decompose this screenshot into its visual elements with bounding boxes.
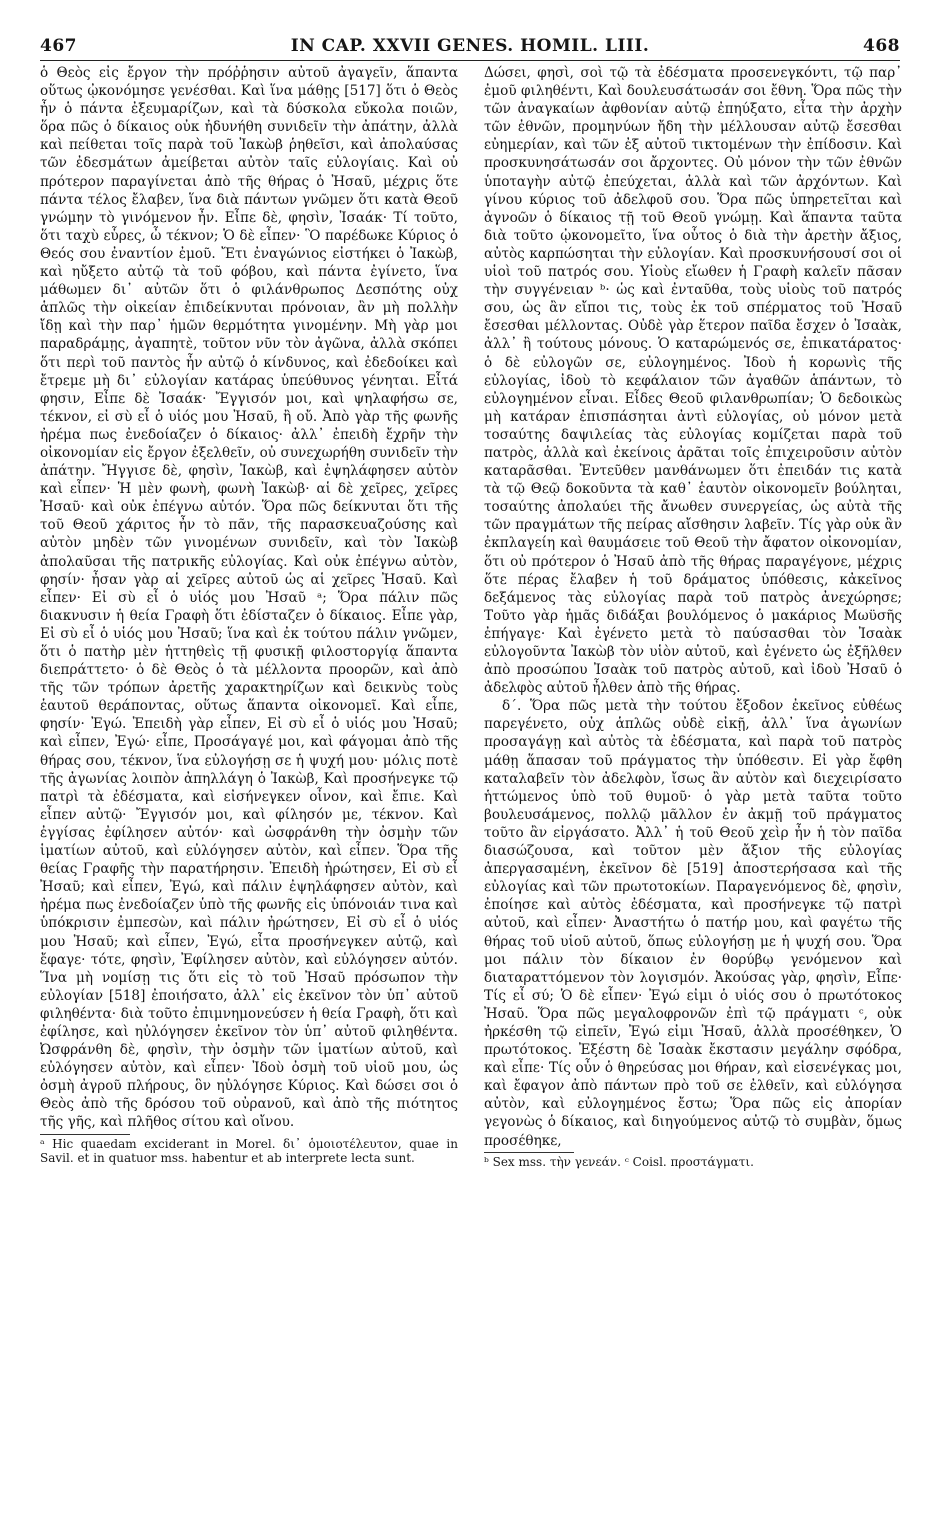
footnote-rule bbox=[484, 1152, 574, 1153]
right-column-text: Δώσει, φησὶ, σοὶ τῷ τὰ ἐδέσματα προσενεγκόντι, τῷ παρ᾽ ἐμοῦ φιληθέντι, Καὶ δουλευσάτωσάν σοι ἔθνη. Ὅρα πῶς τὴν τῶν ἀναγκαίων ἀφθονίαν αὐτῷ ἐπηύξατο, εἶτα τὴν ἀρχὴν τῶν ἐθνῶν, προμηνύων ἤδη τὴν μέλλουσαν αὐτῷ ἔσεσθαι εὐημερίαν, καὶ τῶν ἐξ αὐτοῦ τικτομένων τὴν ἐπίδοσιν. Καὶ προσκυνησάτωσάν σοι ἄρχοντες. Οὐ μόνον τὴν τῶν ἐθνῶν ὑποταγὴν αὐτῷ ἐπεύχεται, ἀλλὰ καὶ τῶν ἀρχόντων. Καὶ γίνου κύριος τοῦ ἀδελφοῦ σου. Ὅρα πῶς ὑπηρετεῖται καὶ ἀγνοῶν ὁ δίκαιος τῇ τοῦ Θεοῦ γνώμῃ. Καὶ ἅπαντα ταῦτα διὰ τοῦτο ᾠκονομεῖτο, ἵνα οὗτος ὁ διὰ τὴν ἀρετὴν ἄξιος, αὐτὸς καρπώσηται τὴν εὐλογίαν. Καὶ προσκυνήσουσί σοι οἱ υἱοὶ τοῦ πατρός σου. Υἱοὺς εἴωθεν ἡ Γραφὴ καλεῖν πᾶσαν τὴν συγγένειαν ᵇ· ὡς καὶ ἐνταῦθα, τοὺς υἱοὺς τοῦ πατρός σου, ὡς ἂν εἴποι τις, τοὺς ἐκ τοῦ σπέρματος τοῦ Ἠσαῦ ἔσεσθαι μέλλοντας. Οὐδὲ γὰρ ἕτερον παῖδα ἔσχεν ὁ Ἰσαὰκ, ἀλλ᾽ ἢ τούτους μόνους. Ὁ καταρώμενός σε, ἐπικατάρατος· ὁ δὲ εὐλογῶν σε, εὐλογημένος. Ἰδοὺ ἡ κορωνὶς τῆς εὐλογίας, ἰδοὺ τὸ κεφάλαιον τῶν ἀγαθῶν ἁπάντων, τὸ εὐλογημένον εἶναι. Εἶδες Θεοῦ φιλανθρωπίαν; Ὁ δεδοικὼς μὴ κατάραν ἐπισπάσηται ἀντὶ εὐλογίας, οὐ μόνον μετὰ τοσαύτης δαψιλείας τὰς εὐλογίας κομίζεται παρὰ τοῦ πατρὸς, ἀλλὰ καὶ ἐκείνοις ἀρᾶται τοῖς ἐπιχειροῦσιν αὐτὸν καταρᾶσθαι. Ἐντεῦθεν μανθάνωμεν ὅτι ἐπειδάν τις κατὰ τὰ τῷ Θεῷ δοκοῦντα τὰ καθ᾽ ἑαυτὸν οἰκονομεῖν βούληται, τοσαύτης ἀπολαύει τῆς ἄνωθεν συνεργείας, ὡς αὐτὰ τῆς τῶν πραγμάτων τῆς πείρας αἴσθησιν λαβεῖν. Τίς γὰρ οὐκ ἂν ἐκπλαγείη καὶ θαυμάσειε τοῦ Θεοῦ τὴν ἄφατον οἰκονομίαν, ὅτι οὐ πρότερον ὁ Ἠσαῦ ἀπὸ τῆς θήρας παραγέγονε, μέχρις ὅτε πέρας ἔλαβεν ἡ τοῦ δράματος ὑπόθεσις, κἀκεῖνος δεξάμενος τὰς εὐλογίας παρὰ τοῦ πατρὸς ἀνεχώρησε; Τοῦτο γὰρ ἡμᾶς διδάξαι βουλόμενος ὁ μακάριος Μωϋσῆς ἐπήγαγε· Καὶ ἐγένετο μετὰ τὸ παύσασθαι τὸν Ἰσαὰκ εὐλογοῦντα Ἰακὼβ τὸν υἱὸν αὐτοῦ, καὶ ἐγένετο ὡς ἐξῆλθεν ἀπὸ προσώπου Ἰσαὰκ τοῦ πατρὸς αὐτοῦ, καὶ ἰδοὺ Ἠσαῦ ὁ ἀδελφὸς αὐτοῦ ἦλθεν ἀπὸ τῆς θήρας. bbox=[484, 65, 902, 697]
left-column-text: ὁ Θεὸς εἰς ἔργον τὴν πρόῤῥησιν αὐτοῦ ἀγαγεῖν, ἅπαντα οὕτως ᾠκονόμησε γενέσθαι. Καὶ ἵνα μάθῃς [517] ὅτι ὁ Θεὸς ἦν ὁ πάντα ἐξευμαρίζων, καὶ τὰ δύσκολα εὔκολα ποιῶν, ὅρα πῶς ὁ δίκαιος οὐκ ἠδυνήθη συνιδεῖν τὴν ἀπάτην, ἀλλὰ καὶ πείθεται τοῖς παρὰ τοῦ Ἰακὼβ ῥηθεῖσι, καὶ ἀπολαύσας τῶν ἐδεσμάτων ἀμείβεται αὐτὸν ταῖς εὐλογίαις. Καὶ οὐ πρότερον παραγίνεται ἀπὸ τῆς θήρας ὁ Ἠσαῦ, μέχρις ὅτε πάντα τέλος ἔλαβεν, ἵνα διὰ πάντων γνῶμεν ὅτι κατὰ Θεοῦ γνώμην τὸ γινόμενον ἦν. Εἶπε δὲ, φησὶν, Ἰσαάκ· Τί τοῦτο, ὅτι ταχὺ εὗρες, ὦ τέκνον; Ὁ δὲ εἶπεν· Ὃ παρέδωκε Κύριος ὁ Θεός σου ἐναντίον ἐμοῦ. Ἔτι ἐναγώνιος εἰστήκει ὁ Ἰακὼβ, καὶ ηὔξετο αὐτῷ τὰ τοῦ φόβου, καὶ πάντα ἐγίνετο, ἵνα μάθωμεν δι᾽ αὐτῶν ὅτι ὁ φιλάνθρωπος Δεσπότης οὐχ ἁπλῶς τὴν οἰκείαν ἐπιδείκνυται πρόνοιαν, ἂν μὴ πολλὴν ἴδῃ καὶ τὴν παρ᾽ ἡμῶν θερμότητα γινομένην. Μὴ γὰρ μοι παραδράμῃς, ἀγαπητὲ, τοῦτον νῦν τὸν ἀγῶνα, ἀλλὰ σκόπει ὅτι περὶ τοῦ παντὸς ἦν αὐτῷ ὁ κίνδυνος, καὶ ἐδεδοίκει καὶ ἔτρεμε μὴ δι᾽ εὐλογίαν κατάρας ὑπεύθυνος γένηται. Εἶτά φησιν, Εἶπε δὲ Ἰσαάκ· Ἔγγισόν μοι, καὶ ψηλαφήσω σε, τέκνον, εἰ σὺ εἶ ὁ υἱός μου Ἠσαῦ, ἢ οὔ. Ἀπὸ γὰρ τῆς φωνῆς ἠρέμα πως ἐνεδοίαζεν ὁ δίκαιος· ἀλλ᾽ ἐπειδὴ ἔχρῆν τὴν οἰκονομίαν εἰς ἔργον ἐξελθεῖν, οὐ συνεχωρήθη συνιδεῖν τὴν ἀπάτην. Ἤγγισε δὲ, φησὶν, Ἰακὼβ, καὶ ἐψηλάφησεν αὐτὸν καὶ εἶπεν· Ἡ μὲν φωνὴ, φωνὴ Ἰακὼβ· αἱ δὲ χεῖρες, χεῖρες Ἠσαῦ· καὶ οὐκ ἐπέγνω αὐτόν. Ὅρα πῶς δείκνυται ὅτι τῆς τοῦ Θεοῦ χάριτος ἦν τὸ πᾶν, τῆς παρασκευαζούσης καὶ αὐτὸν μηδὲν τῶν γινομένων συνιδεῖν, καὶ τὸν Ἰακὼβ ἀπολαῦσαι τῆς πατρικῆς εὐλογίας. Καὶ οὐκ ἐπέγνω αὐτὸν, φησίν· ἦσαν γὰρ αἱ χεῖρες αὐτοῦ ὡς αἱ χεῖρες Ἠσαῦ. Καὶ εἶπεν· Εἰ σὺ εἶ ὁ υἱός μου Ἠσαῦ ᵃ; Ὅρα πάλιν πῶς διακνυσιν ἡ θεία Γραφὴ ὅτι ἐδίσταζεν ὁ δίκαιος. Εἶπε γὰρ, Εἰ σὺ εἶ ὁ υἱός μου Ἠσαῦ; ἵνα καὶ ἐκ τούτου πάλιν γνῶμεν, ὅτι ὁ πατὴρ μὲν ἡττηθεὶς τῇ φυσικῇ φιλοστοργίᾳ ἅπαντα διεπράττετο· ὁ δὲ Θεὸς ὁ τὰ μέλλοντα προορῶν, καὶ ἀπὸ τῆς τῶν τρόπων ἀρετῆς χαρακτηρίζων καὶ δεικνὺς τοὺς ἑαυτοῦ θεράποντας, οὕτως ἅπαντα οἰκονομεῖ. Καὶ εἶπε, φησίν· Ἐγώ. Ἐπειδὴ γὰρ εἶπεν, Εἰ σὺ εἶ ὁ υἱός μου Ἠσαῦ; καὶ εἶπεν, Ἐγώ· εἶπε, Προσάγαγέ μοι, καὶ φάγομαι ἀπὸ τῆς θήρας σου, τέκνον, ἵνα εὐλογήσῃ σε ἡ ψυχή μου· μόλις ποτὲ τῆς ἀγωνίας λοιπὸν ἀπηλλάγη ὁ Ἰακὼβ, Καὶ προσήνεγκε τῷ πατρὶ τὰ ἐδέσματα, καὶ εἰσήνεγκεν οἶνον, καὶ ἔπιε. Καὶ εἶπεν αὐτῷ· Ἔγγισόν μοι, καὶ φίλησόν με, τέκνον. Καὶ ἐγγίσας ἐφίλησεν αὐτόν· καὶ ὠσφράνθη τὴν ὀσμὴν τῶν ἱματίων αὐτοῦ, καὶ εὐλόγησεν αὐτὸν, καὶ εἶπεν. Ὅρα τῆς θείας Γραφῆς τὴν παρατήρησιν. Ἐπειδὴ ἠρώτησεν, Εἰ σὺ εἶ Ἠσαῦ; καὶ εἶπεν, Ἐγώ, καὶ πάλιν ἐψηλάφησεν αὐτὸν, καὶ ἠρέμα πως ἐνεδοίαζεν ὑπὸ τῆς φωνῆς εἰς ὑπόνοιάν τινα καὶ ὑπόκρισιν ἐμπεσὼν, καὶ πάλιν ἠρώτησεν, Εἰ σὺ εἶ ὁ υἱός μου Ἠσαῦ; καὶ εἶπεν, Ἐγώ, εἶτα προσήνεγκεν αὐτῷ, καὶ ἔφαγε· τότε, φησὶν, Ἐφίλησεν αὐτὸν, καὶ εὐλόγησεν αὐτόν. Ἵνα μὴ νομίσῃ τις ὅτι εἰς τὸ τοῦ Ἠσαῦ πρόσωπον τὴν εὐλογίαν [518] ἐποιήσατο, ἀλλ᾽ εἰς ἐκεῖνον τὸν ὑπ᾽ αὐτοῦ φιληθέντα· διὰ τοῦτο ἐπιμνημονεύσεν ἡ θεία Γραφὴ, ὅτι καὶ ἐφίλησε, καὶ ηὐλόγησεν ἐκεῖνον τὸν ὑπ᾽ αὐτοῦ φιληθέντα. Ὠσφράνθη δὲ, φησὶν, τὴν ὀσμὴν τῶν ἱματίων αὐτοῦ, καὶ εὐλόγησεν αὐτὸν, καὶ εἶπεν· Ἰδοὺ ὀσμὴ τοῦ υἱοῦ μου, ὡς ὀσμὴ ἀγροῦ πλήρους, ὃν ηὐλόγησε Κύριος. Καὶ δώσει σοι ὁ Θεὸς ἀπὸ τῆς δρόσου τοῦ οὐρανοῦ, καὶ ἀπὸ τῆς πιότητος τῆς γῆς, καὶ πλῆθος σίτου καὶ οἴνου. bbox=[40, 65, 458, 1131]
page-number-left: 467 bbox=[40, 36, 77, 56]
footnote-a: ᵃ Hic quaedam exciderant in Morel. δι᾽ ὁμοιοτέλευτον, quae in Savil. et in quatuor mss. habentur et ab interprete lecta sunt. bbox=[40, 1136, 458, 1165]
page-number-right: 468 bbox=[863, 36, 900, 56]
left-column bbox=[40, 64, 458, 1165]
footnotes-b-c: ᵇ Sex mss. τὴν γενεάν. ᶜ Coisl. προστάγματι. bbox=[484, 1154, 754, 1169]
running-title: IN CAP. XXVII GENES. HOMIL. LIII. bbox=[290, 36, 650, 56]
footnote-rule bbox=[40, 1134, 130, 1135]
section-4-paragraph: δ΄. Ὅρα πῶς μετὰ τὴν τούτου ἔξοδον ἐκεῖνος εὐθέως παρεγένετο, οὐχ ἁπλῶς οὐδὲ εἰκῇ, ἀλλ᾽ ἵνα ἀγωνίων προσαγάγῃ καὶ αὐτὸς τὰ ἐδέσματα, καὶ παρὰ τοῦ πατρὸς μάθῃ ἅπασαν τοῦ πράγματος τὴν ὑπόθεσιν. Εἰ γὰρ ἔφθη καταλαβεῖν τὸν ἀδελφὸν, ἴσως ἂν αὐτὸν καὶ διεχειρίσατο ἡττώμενος ὑπὸ τοῦ θυμοῦ· ὁ γὰρ μετὰ ταῦτα τοῦτο βουλευσάμενος, πολλῷ μᾶλλον ἐν ἀκμῇ τοῦ πράγματος τοῦτο ἂν εἰργάσατο. Ἀλλ᾽ ἡ τοῦ Θεοῦ χεὶρ ἦν ἡ τὸν παῖδα διασώζουσα, καὶ τοῦτον μὲν ἄξιον τῆς εὐλογίας ἀπεργασαμένη, ἐκεῖνον δὲ [519] ἀποστερήσασα καὶ τῆς εὐλογίας καὶ τῶν πρωτοτοκίων. Παραγενόμενος δὲ, φησὶν, ἐποίησε καὶ αὐτὸς ἐδέσματα, καὶ προσήνεγκε τῷ πατρὶ αὐτοῦ, καὶ εἶπεν· Ἀναστήτω ὁ πατήρ μου, καὶ φαγέτω τῆς θήρας τοῦ υἱοῦ αὐτοῦ, ὅπως εὐλογήσῃ με ἡ ψυχή σου. Ὅρα μοι πάλιν τὸν δίκαιον ἐν θορύβῳ γενόμενον καὶ διαταραττόμενον τὸν λογισμόν. Ἀκούσας γὰρ, φησὶν, Εἶπε· Τίς εἶ σύ; Ὁ δὲ εἶπεν· Ἐγώ εἰμι ὁ υἱός σου ὁ πρωτότοκος Ἠσαῦ. Ὅρα πῶς μεγαλοφρονῶν ἐπὶ τῷ πράγματι ᶜ, οὐκ ἠρκέσθη τῷ εἰπεῖν, Ἐγώ εἰμι Ἠσαῦ, ἀλλὰ προσέθηκεν, Ὁ πρωτότοκος. Ἐξέστη δὲ Ἰσαὰκ ἔκστασιν μεγάλην σφόδρα, καὶ εἶπε· Τίς οὖν ὁ θηρεύσας μοι θήραν, καὶ εἰσενέγκας μοι, καὶ ἔφαγον ἀπὸ πάντων πρὸ τοῦ σε ἐλθεῖν, καὶ εὐλόγησα αὐτὸν, καὶ εὐλογημένος ἔστω; Ὅρα πῶς εἰς ἀπορίαν γεγονὼς ὁ δίκαιος, καὶ διηγούμενος αὐτῷ τὸ συμβὰν, ὅμως προσέθηκε, bbox=[484, 698, 902, 1149]
running-head bbox=[40, 36, 900, 61]
right-column bbox=[484, 64, 902, 1169]
